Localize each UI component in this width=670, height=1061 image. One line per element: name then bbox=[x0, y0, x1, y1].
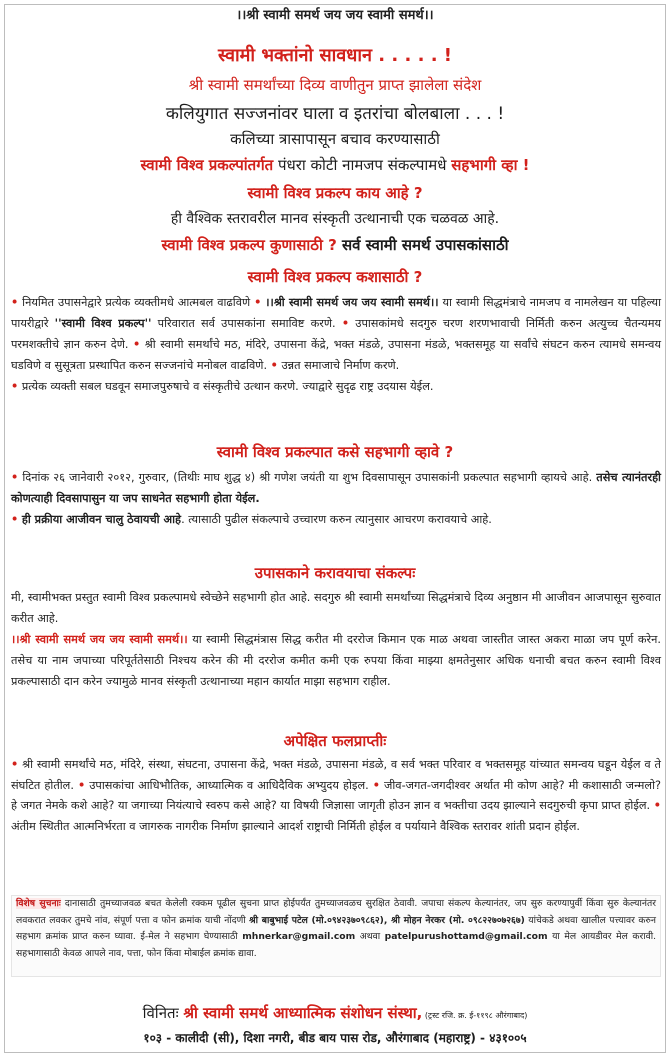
section-join-heading: स्वामी विश्व प्रकल्पात कसे सहभागी व्हावे ? bbox=[216, 443, 454, 461]
why-text-6: उन्नत समाजाचे निर्माण करणे. bbox=[281, 359, 400, 372]
notice-email-2[interactable]: patelpurushottamd@gmail.com bbox=[384, 931, 548, 942]
why-text-1: नियमित उपासनेद्वारे प्रत्येक व्यक्तीमधे आत्मबल वाढविणे bbox=[22, 296, 255, 309]
intro-caution-line: स्वामी भक्तांनो सावधान . . . . . ! bbox=[217, 45, 453, 66]
vow-mantra: ।।श्री स्वामी समर्थ जय जय स्वामी समर्थ।। bbox=[11, 633, 188, 646]
notice-contacts: श्री बाबुभाई पटेल (मो.०९४२३७०९८६२), श्री मोहन नेरकर (मो. ०९८२२७०७२६७) bbox=[249, 914, 525, 926]
join-text-lifelong: ही प्रक्रीया आजीवन चालु ठेवायची आहे bbox=[21, 513, 182, 526]
why-text-5: श्री स्वामी समर्थांचे मठ, मंदिरे, उपासना केंद्रे, भक्त मंडळे, उपासना मंडळे, भक्तसमूह या सर्वांचे संघटन करुन त्यामधे समन्वय घडविणे व सुसूत्रता प्रस्थापित करुन सज्जनांचे मनोबल वाढविणे. bbox=[11, 338, 661, 372]
section-why-heading: स्वामी विश्व प्रकल्प कशासाठी ? bbox=[247, 268, 423, 286]
bullet-icon: • bbox=[11, 471, 19, 484]
footer-prefix: विनितः bbox=[142, 1004, 184, 1022]
flyer-page bbox=[4, 4, 666, 1053]
page-header-title: ।।श्री स्वामी समर्थ जय जय स्वामी समर्थ।। bbox=[236, 8, 434, 23]
notice-text-2: यांचेकडे अथवा खालील पत्त्यावर करुन सहभाग क्रमांक प्राप्त करुन घ्यावा. ई-मेल ने सहभाग घेण्यासाठी bbox=[16, 914, 656, 942]
why-text-2: या स्वामी सिद्धमंत्राचे नामजप व नामलेखन या पहिल्या पायरीद्वारे bbox=[11, 296, 662, 330]
bullet-icon: • bbox=[372, 778, 380, 792]
bullet-icon: • bbox=[11, 380, 19, 393]
bullet-icon: • bbox=[11, 513, 19, 526]
bullet-icon: • bbox=[653, 799, 661, 812]
notice-text-4: या मेल आयडीवर मेल करावी. सहभागासाठी केवळ आपले नाव, पत्ता, फोन किंवा मोबाईल क्रमांक द्यावा. bbox=[16, 931, 656, 959]
join-text-1: दिनांक २६ जानेवारी २०१२, गुरुवार, (तिथीः माघ शुद्ध ४) श्री गणेश जयंती या शुभ दिवसापासून उपासकांनी प्रकल्पात सहभागी व्हायचे आहे. bbox=[22, 471, 597, 484]
question-for-whom-line bbox=[5, 235, 665, 255]
bullet-icon: • bbox=[11, 758, 19, 771]
intro-kaliyuga-line: कलियुगात सज्जनांवर घाला व इतरांचा बोलबाला . . . ! bbox=[165, 104, 505, 124]
footer-org-line bbox=[5, 1003, 665, 1023]
why-text-3: परिवारात सर्व उपासकांना समाविष्ट करणे. bbox=[151, 317, 342, 330]
intro-participate-red2: सहभागी व्हा ! bbox=[451, 156, 530, 174]
special-notice-box bbox=[11, 895, 661, 977]
intro-protect-line: कलिच्या त्रासापासून बचाव करण्यासाठी bbox=[230, 130, 440, 148]
bullet-icon: • bbox=[11, 296, 19, 309]
section-vow-text bbox=[11, 587, 661, 692]
notice-email-1[interactable]: mhnerkar@gmail.com bbox=[242, 931, 356, 942]
section-why-text bbox=[11, 292, 661, 397]
notice-text-1: दानासाठी तुमच्याजवळ बचत केलेली रक्कम पूढील सुचना प्राप्त होईपर्यंत तुमच्याजवळच सुरक्षित ठेवावी. जपाचा संकल्प केल्यानंतर, जप सुरु करण्यापुर्वी किंवा सुरु केल्यानंतर लवकरात लवकर तुमचे नांव, संपूर्ण पत्ता व फोन क्रमांक याची नोंदणी bbox=[16, 898, 656, 926]
section-vow-heading: उपासकाने करावयाचा संकल्पः bbox=[254, 564, 416, 582]
bullet-icon: • bbox=[77, 778, 86, 792]
results-text-3: जीव-जगत-जगदीश्वर अर्थात मी कोण आहे? मी कशासाठी जन्मलो? हे जगत नेमके कशे आहे? या जगाच्या नियंत्याचे स्वरुप कसे आहे? या विषयी जिज्ञासा जागृती होउन ज्ञान व भक्तीचा उदय झाल्याने सदगुरुची कृपा प्राप्त होईल. bbox=[11, 778, 661, 812]
intro-participate-black: पंधरा कोटी नामजप संकल्पामधे bbox=[273, 156, 452, 174]
answer-for-whom: सर्व स्वामी समर्थ उपासकांसाठी bbox=[336, 236, 509, 254]
bullet-icon: • bbox=[133, 338, 141, 351]
section-join-text bbox=[11, 467, 661, 530]
notice-label: विशेष सुचनाः bbox=[16, 898, 61, 909]
why-text-4: उपासकांमधे सदगुरु चरण शरणभावाची निर्मिती करुन अत्युच्च चैतन्यमय परमशक्तीचे ज्ञान करुन देणे. bbox=[11, 317, 662, 351]
join-text-2: . त्यासाठी पुढील संकल्पाचे उच्चारण करुन त्यानुसार आचरण करावयाचे आहे. bbox=[181, 513, 492, 526]
intro-message-line: श्री स्वामी समर्थांच्या दिव्य वाणीतुन प्राप्त झालेला संदेश bbox=[188, 76, 482, 94]
intro-participate-line bbox=[5, 155, 665, 175]
footer-registration: (ट्रस्ट रजि. क्र. ई-११९८ औरंगाबाद) bbox=[422, 1011, 528, 1020]
vow-text-1: मी, स्वामीभक्त प्रस्तुत स्वामी विश्व प्रकल्पामधे स्वेच्छेने सहभागी होत आहे. सदगुरु श्री स्वामी समर्थांच्या सिद्धमंत्राचे दिव्य अनुष्ठान मी आजीवन आजपासून सुरुवात करीत आहे. bbox=[11, 591, 661, 625]
results-text-4: अंतीम स्थितीत आत्मनिर्भरता व जागरुक नागरीक निर्माण झाल्याने आदर्श राष्ट्राची निर्मिती होईल व पर्यायाने वैश्विक स्तरावर शांती प्रदान होईल. bbox=[11, 819, 580, 833]
results-text-2: उपासकांचा आधिभौतिक, आध्यात्मिक व आधिदैविक अभ्युदय होइल. bbox=[89, 778, 373, 792]
question-for-whom: स्वामी विश्व प्रकल्प कुणासाठी ? bbox=[161, 236, 337, 254]
results-text-1: श्री स्वामी समर्थांचे मठ, मंदिरे, संस्था, संघटना, उपासना केंद्रे, भक्त मंडळे, उपासना मंडळे, व सर्व भक्त परिवार व भक्तसमूह यांच्यात समन्वय घडून येईल व ते संघटित होतील. bbox=[11, 758, 661, 792]
intro-participate-red1: स्वामी विश्व प्रकल्पांतर्गत bbox=[140, 156, 274, 174]
why-mantra: ।।श्री स्वामी समर्थ जय जय स्वामी समर्थ।। bbox=[265, 296, 439, 309]
footer-address: १०३ - कालीदी (सी), दिशा नगरी, बीड बाय पास रोड, औरंगाबाद (महाराष्ट्र) - ४३१००५ bbox=[143, 1031, 527, 1045]
why-text-7: प्रत्येक व्यक्ती सबल घडवून समाजपुरुषाचे व संस्कृतीचे उत्थान करणे. ज्याद्वारे सुदृढ राष्ट्र उदयास येईल. bbox=[21, 380, 434, 393]
answer-what: ही वैश्विक स्तरावरील मानव संस्कृती उत्थानाची एक चळवळ आहे. bbox=[170, 211, 500, 227]
bullet-icon: • bbox=[270, 359, 278, 372]
section-results-text bbox=[11, 755, 661, 837]
bullet-icon: • bbox=[341, 317, 350, 330]
question-what: स्वामी विश्व प्रकल्प काय आहे ? bbox=[247, 184, 423, 202]
join-text-bold: तसेच त्यानंतरही कोणत्याही दिवसापासुन या जप साधनेत सहभागी होता येईल. bbox=[11, 471, 661, 505]
why-project-name: ''स्वामी विश्व प्रकल्प'' bbox=[54, 317, 152, 330]
section-results-heading: अपेक्षित फलप्राप्तीः bbox=[283, 732, 387, 750]
footer-org-name: श्री स्वामी समर्थ आध्यात्मिक संशोधन संस्था, bbox=[183, 1004, 423, 1022]
notice-text-3: अथवा bbox=[355, 931, 385, 942]
bullet-icon: • bbox=[254, 296, 262, 309]
vow-text-2: या स्वामी सिद्धमंत्रास सिद्ध करीत मी दररोज किमान एक माळ अथवा जास्तीत जास्त अकरा माळा जप पूर्ण करेन. तसेच या नाम जपाच्या परिपूर्ततेसाठी निश्चय करेन की मी दररोज कमीत कमी एक रुपया किंवा माझ्या क्षमतेनुसार अधिक धनाची बचत करुन स्वामी विश्व प्रकल्पासाठी दान करेन ज्यामुळे मानव संस्कृती उत्थानाच्या महान कार्यात माझा सहभाग राहील. bbox=[11, 633, 661, 688]
